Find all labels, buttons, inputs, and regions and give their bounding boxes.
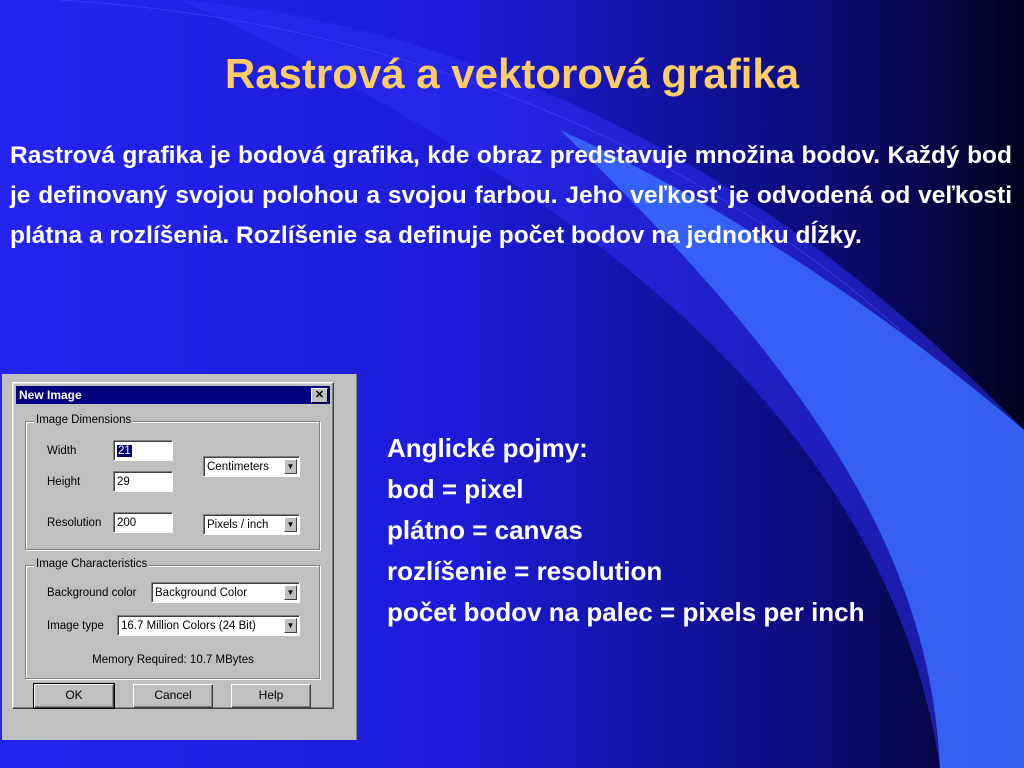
help-button[interactable]: Help xyxy=(231,684,311,708)
cancel-button[interactable]: Cancel xyxy=(133,684,213,708)
close-icon[interactable]: ✕ xyxy=(311,388,328,403)
term-item: počet bodov na palec = pixels per inch xyxy=(387,597,865,627)
dialog-screenshot xyxy=(2,374,357,740)
size-unit-value: Centimeters xyxy=(207,461,269,473)
group-label: Image Dimensions xyxy=(36,414,132,426)
image-type-select[interactable] xyxy=(117,615,300,636)
group-label: Image Characteristics xyxy=(36,558,148,570)
size-unit-select[interactable] xyxy=(203,456,300,477)
resolution-label: Resolution xyxy=(47,517,102,529)
background-color-select[interactable] xyxy=(151,582,300,603)
image-type-value: 16.7 Million Colors (24 Bit) xyxy=(121,620,256,632)
chevron-down-icon[interactable]: ▼ xyxy=(284,618,297,633)
height-label: Height xyxy=(47,476,81,488)
width-label: Width xyxy=(47,445,77,457)
terms-heading: Anglické pojmy: xyxy=(387,433,588,463)
dialog-titlebar[interactable] xyxy=(16,386,330,404)
resolution-unit-select[interactable] xyxy=(203,514,300,535)
term-item: rozlíšenie = resolution xyxy=(387,556,663,586)
width-field[interactable]: 21 xyxy=(113,440,173,461)
chevron-down-icon[interactable]: ▼ xyxy=(284,459,297,474)
ok-button[interactable]: OK xyxy=(34,684,114,708)
memory-required-text: Memory Required: 10.7 MBytes xyxy=(92,654,254,666)
resolution-unit-value: Pixels / inch xyxy=(207,519,269,531)
background-color-value: Background Color xyxy=(155,587,248,599)
chevron-down-icon[interactable]: ▼ xyxy=(284,585,297,600)
slide-title: Rastrová a vektorová grafika xyxy=(224,50,800,97)
term-item: plátno = canvas xyxy=(387,515,583,545)
chevron-down-icon[interactable]: ▼ xyxy=(284,517,297,532)
slide-paragraph: Rastrová grafika je bodová grafika, kde obraz predstavuje množina bodov. Každý bod je definovaný svojou polohou a svojou farbou. Jeho veľkosť je odvodená od veľkosti plátna a rozlíšenia. Rozlíšenie sa definuje počet bodov na jednotku dĺžky. xyxy=(10,142,1012,249)
new-image-dialog xyxy=(12,382,334,709)
height-field[interactable]: 29 xyxy=(113,471,173,492)
terms-list xyxy=(387,428,865,633)
dialog-title: New Image xyxy=(19,388,82,402)
background-color-label: Background color xyxy=(47,587,137,599)
resolution-field[interactable]: 200 xyxy=(113,512,173,533)
term-item: bod = pixel xyxy=(387,474,524,504)
image-type-label: Image type xyxy=(47,620,104,632)
